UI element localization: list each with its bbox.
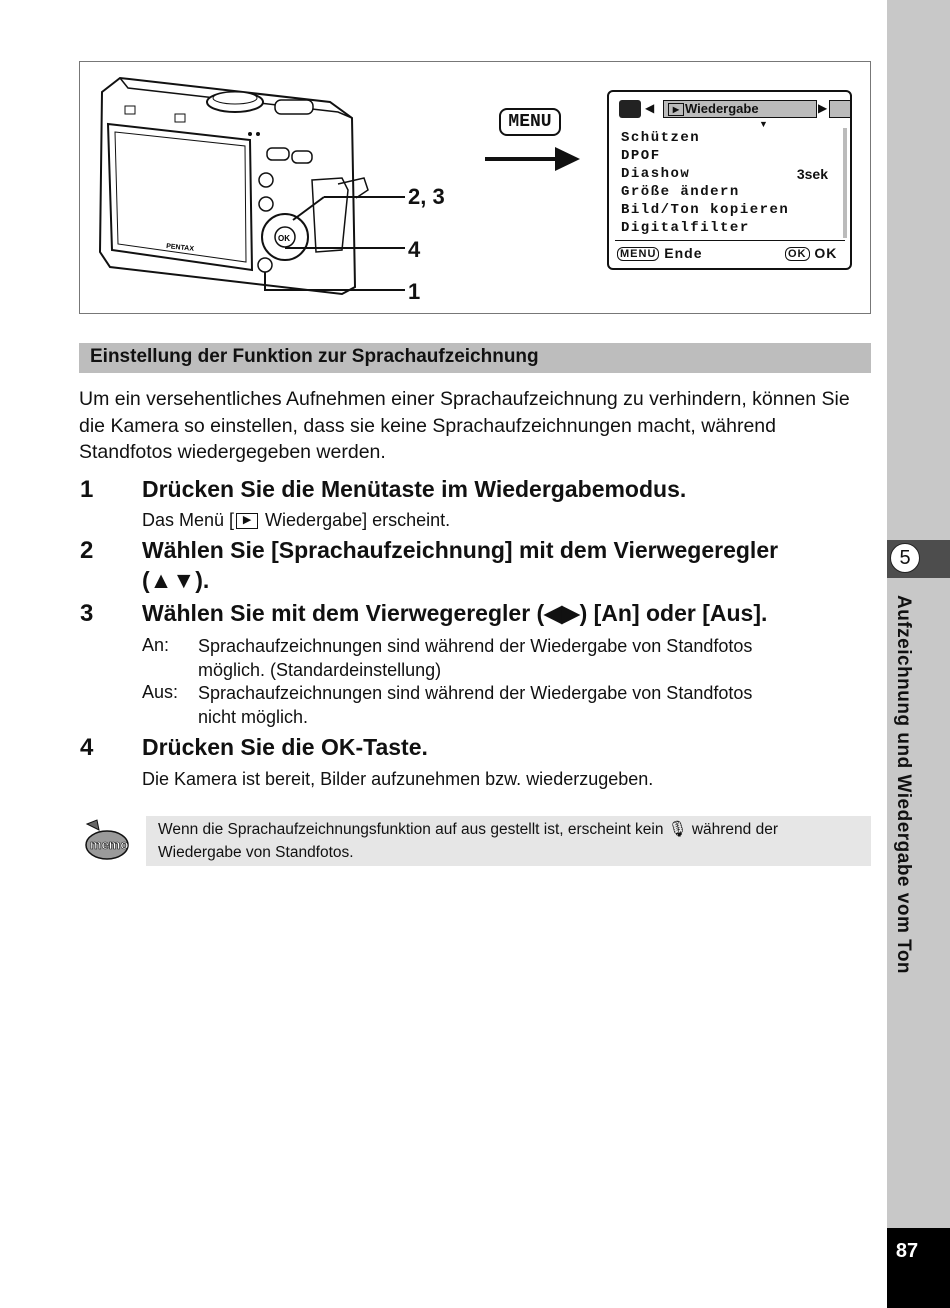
step-2-title-line2: (▲▼). bbox=[142, 567, 210, 593]
option-aus-line1: Sprachaufzeichnungen sind während der Wiedergabe von Standfotos bbox=[198, 683, 753, 703]
memo-icon-label: memo bbox=[90, 837, 129, 852]
step-4-title: Drücken Sie die OK-Taste. bbox=[142, 734, 428, 760]
lcd-item-groesse: Größe ändern bbox=[621, 184, 740, 200]
step-3-number: 3 bbox=[80, 600, 94, 627]
step-1-title: Drücken Sie die Menütaste im Wiedergabemodus. bbox=[142, 476, 687, 502]
microphone-icon: 🎙︎ bbox=[667, 821, 688, 838]
page-number: 87 bbox=[895, 1240, 919, 1262]
step-1-body-post: Wiedergabe] erscheint. bbox=[260, 510, 451, 530]
lcd-tab-bar bbox=[619, 100, 845, 129]
option-an-line1: Sprachaufzeichnungen sind während der Wiedergabe von Standfotos bbox=[198, 636, 753, 656]
callout-4: 4 bbox=[408, 237, 421, 262]
step-4-number: 4 bbox=[80, 734, 94, 761]
step-1-body bbox=[142, 508, 450, 532]
playback-tab-label: Wiedergabe bbox=[685, 101, 759, 116]
memo-text-post: während der Wiedergabe von Standfotos. bbox=[158, 821, 778, 861]
lcd-footer-ok: OK bbox=[814, 245, 838, 261]
step-4-body: Die Kamera ist bereit, Bilder aufzunehmen bzw. wiederzugeben. bbox=[142, 769, 654, 789]
camera-tab-icon bbox=[619, 100, 641, 118]
lcd-footer-left bbox=[617, 245, 703, 261]
callout-2-3: 2, 3 bbox=[408, 184, 445, 209]
menu-button-icon: MENU bbox=[499, 108, 561, 136]
memo-icon bbox=[83, 818, 129, 864]
step-1-number: 1 bbox=[80, 476, 94, 503]
lcd-footer-ende: Ende bbox=[664, 245, 703, 261]
chapter-title: Aufzeichnung und Wiedergabe vom Ton bbox=[893, 595, 914, 975]
camera-ok-label: OK bbox=[278, 234, 290, 243]
lcd-item-diashow: Diashow bbox=[621, 166, 691, 182]
step-2-number: 2 bbox=[80, 537, 94, 564]
left-triangle-icon: ◀ bbox=[645, 101, 655, 115]
playback-tab bbox=[663, 100, 817, 118]
intro-paragraph: Um ein versehentliches Aufnehmen einer Sprachaufzeichnung zu verhindern, können Sie die Kamera so einstellen, dass sie keine Sprachaufzeichnungen macht, während Standfotos wiedergegeben werden. bbox=[79, 388, 850, 463]
lcd-diashow-value: 3sek bbox=[796, 166, 828, 182]
lcd-item-digitalfilter: Digitalfilter bbox=[621, 220, 750, 236]
right-arrow-icon bbox=[485, 145, 581, 173]
right-triangle-icon: ▶ bbox=[818, 101, 828, 115]
option-an-line2: möglich. (Standardeinstellung) bbox=[198, 660, 442, 680]
step-3-title: Wählen Sie mit dem Vierwegeregler (◀▶) [An] oder [Aus]. bbox=[142, 600, 768, 626]
option-an-label: An: bbox=[142, 635, 170, 655]
lcd-scrollbar bbox=[843, 128, 847, 238]
playback-icon: ▶ bbox=[236, 513, 258, 529]
lcd-item-schuetzen: Schützen bbox=[621, 130, 701, 146]
step-1-body-pre: Das Menü [ bbox=[142, 510, 235, 530]
chapter-number: 5 bbox=[890, 543, 920, 573]
option-aus-label: Aus: bbox=[142, 682, 179, 702]
menu-key-icon: MENU bbox=[617, 247, 659, 261]
down-triangle-icon: ▼ bbox=[759, 119, 768, 129]
section-title: Einstellung der Funktion zur Sprachaufzeichnung bbox=[90, 346, 539, 367]
lcd-item-bild-ton: Bild/Ton kopieren bbox=[621, 202, 790, 218]
lcd-item-dpof: DPOF bbox=[621, 148, 661, 164]
lcd-footer-right bbox=[785, 245, 837, 261]
camera-brand: PENTAX bbox=[165, 243, 195, 253]
callout-1: 1 bbox=[408, 279, 421, 304]
step-2-title-line1: Wählen Sie [Sprachaufzeichnung] mit dem Vierwegeregler bbox=[142, 537, 779, 563]
memo-text bbox=[158, 818, 858, 864]
memo-text-pre: Wenn die Sprachaufzeichnungsfunktion auf aus gestellt ist, erscheint kein bbox=[158, 821, 664, 838]
lcd-divider bbox=[615, 240, 845, 241]
option-aus-line2: nicht möglich. bbox=[198, 707, 309, 727]
lcd-menu-screen bbox=[607, 90, 852, 270]
settings-tab-icon bbox=[829, 100, 851, 118]
playback-icon: ▶ bbox=[668, 103, 684, 116]
ok-key-icon: OK bbox=[785, 247, 810, 261]
